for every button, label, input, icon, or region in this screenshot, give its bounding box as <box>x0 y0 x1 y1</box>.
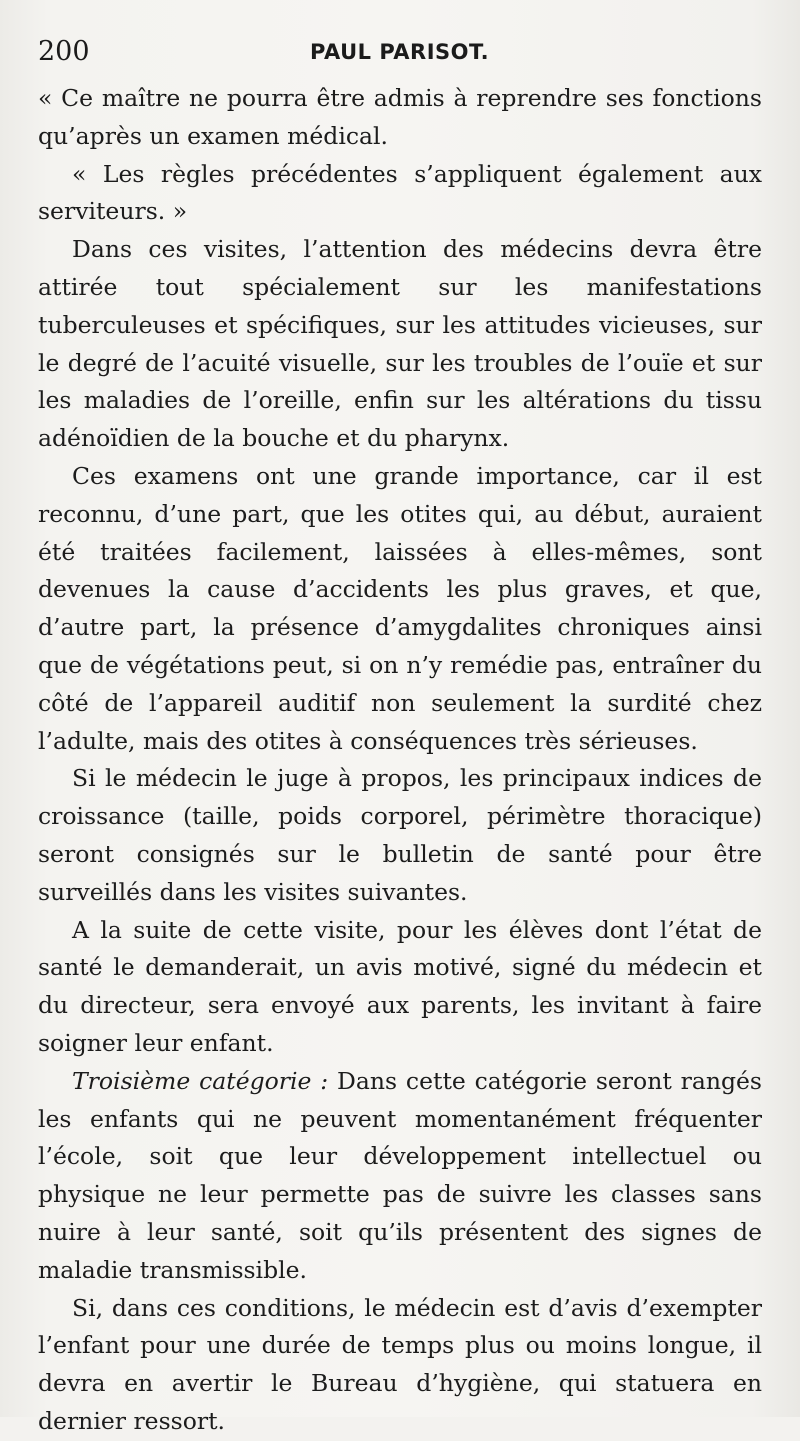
page-header <box>38 36 762 76</box>
running-head: PAUL PARISOT. <box>310 40 490 64</box>
page-number: 200 <box>38 36 90 67</box>
category-text: Dans cette catégorie seront rangés les enfants qui ne peuvent momentanément fréquenter l’école, soit que leur développement intellectuel ou physique ne leur permette pas de suivre les classes sans nuire à leur santé, soit qu’ils présentent des signes de maladie transmissible. <box>38 1066 762 1284</box>
paragraph-7 <box>38 1063 762 1290</box>
paragraph-3: Dans ces visites, l’attention des médecins devra être attirée tout spécialement sur les manifestations tuberculeuses et spécifiques, sur les attitudes vicieuses, sur le degré de l’acuité visuelle, sur les troubles de l’ouïe et sur les maladies de l’oreille, enfin sur les altérations du tissu adénoïdien de la bouche et du pharynx. <box>38 235 762 453</box>
category-heading: Troisième catégorie : <box>72 1066 329 1095</box>
paragraph-8: Si, dans ces conditions, le médecin est d’avis d’exempter l’enfant pour une durée de temps plus ou moins longue, il devra en avertir le Bureau d’hygiène, qui statuera en dernier ressort. <box>38 1293 762 1435</box>
paragraph-2: « Les règles précédentes s’appliquent également aux serviteurs. » <box>38 159 762 226</box>
paragraph-1: « Ce maître ne pourra être admis à reprendre ses fonctions qu’après un examen médical. <box>38 84 762 150</box>
body-text <box>38 80 762 1441</box>
paragraph-5: Si le médecin le juge à propos, les principaux indices de croissance (taille, poids corporel, périmètre thoracique) seront consignés sur le bulletin de santé pour être surveillés dans les visites suivantes. <box>38 764 762 906</box>
paragraph-6: A la suite de cette visite, pour les élèves dont l’état de santé le demanderait, un avis motivé, signé du médecin et du directeur, sera envoyé aux parents, les invitant à faire soigner leur enfant. <box>38 915 762 1057</box>
paragraph-4: Ces examens ont une grande importance, car il est reconnu, d’une part, que les otites qui, au début, auraient été traitées facilement, laissées à elles-mêmes, sont devenues la cause d’accidents les plus graves, et que, d’autre part, la présence d’amygdalites chroniques ainsi que de végétations peut, si on n’y remédie pas, entraîner du côté de l’appareil auditif non seulement la surdité chez l’adulte, mais des otites à conséquences très sérieuses. <box>38 461 762 755</box>
